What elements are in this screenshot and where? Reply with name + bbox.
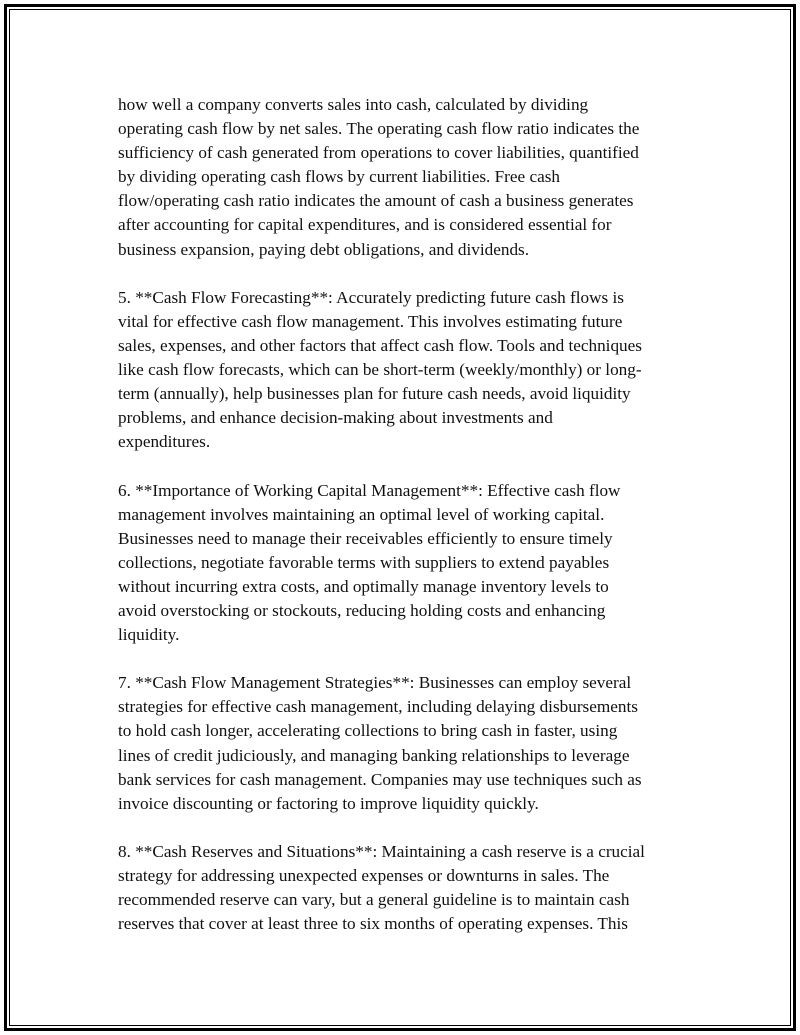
paragraph-cash-flow-forecasting: 5. **Cash Flow Forecasting**: Accurately predicting future cash flows is vital for effective cash flow management. This involves estimating future sales, expenses, and other factors that affect cash flow. Tools and techniques like cash flow forecasts, which can be short-term (weekly/monthly) or long- term (annually), help businesses plan for future cash needs, avoid liquidity problems, and enhance decision-making about investments and expenditures. xyxy=(118,287,642,452)
paragraph-cash-ratios-continued: how well a company converts sales into cash, calculated by dividing operating cash flow by net sales. The operating cash flow ratio indicates the sufficiency of cash generated from operations to cover liabilities, quantified by dividing operating cash flows by current liabilities. Free cash flow/operating cash ratio indicates the amount of cash a business generates after accounting for capital expenditures, and is considered essential for business expansion, paying debt obligations, and dividends. xyxy=(118,95,640,259)
paragraph-cash-flow-management-strategies: 7. **Cash Flow Management Strategies**: Businesses can employ several strategies for effective cash management, including delaying disbursements to hold cash longer, accelerating collections to bring cash in faster, using lines of credit judiciously, and managing banking relationships to leverage bank services for cash management. Companies may use techniques such as invoice discounting or factoring to improve liquidity quickly. xyxy=(118,673,642,813)
paragraph-working-capital-management: 6. **Importance of Working Capital Management**: Effective cash flow management involves maintaining an optimal level of working capital. Businesses need to manage their receivables efficiently to ensure timely collections, negotiate favorable terms with suppliers to extend payables without incurring extra costs, and optimally manage inventory levels to avoid overstocking or stockouts, reducing holding costs and enhancing liquidity. xyxy=(118,480,621,645)
paragraph-cash-reserves: 8. **Cash Reserves and Situations**: Maintaining a cash reserve is a crucial strategy for addressing unexpected expenses or downturns in sales. The recommended reserve can vary, but a general guideline is to maintain cash reserves that cover at least three to six months of operating expenses. This xyxy=(118,841,645,934)
document-body xyxy=(118,93,690,960)
